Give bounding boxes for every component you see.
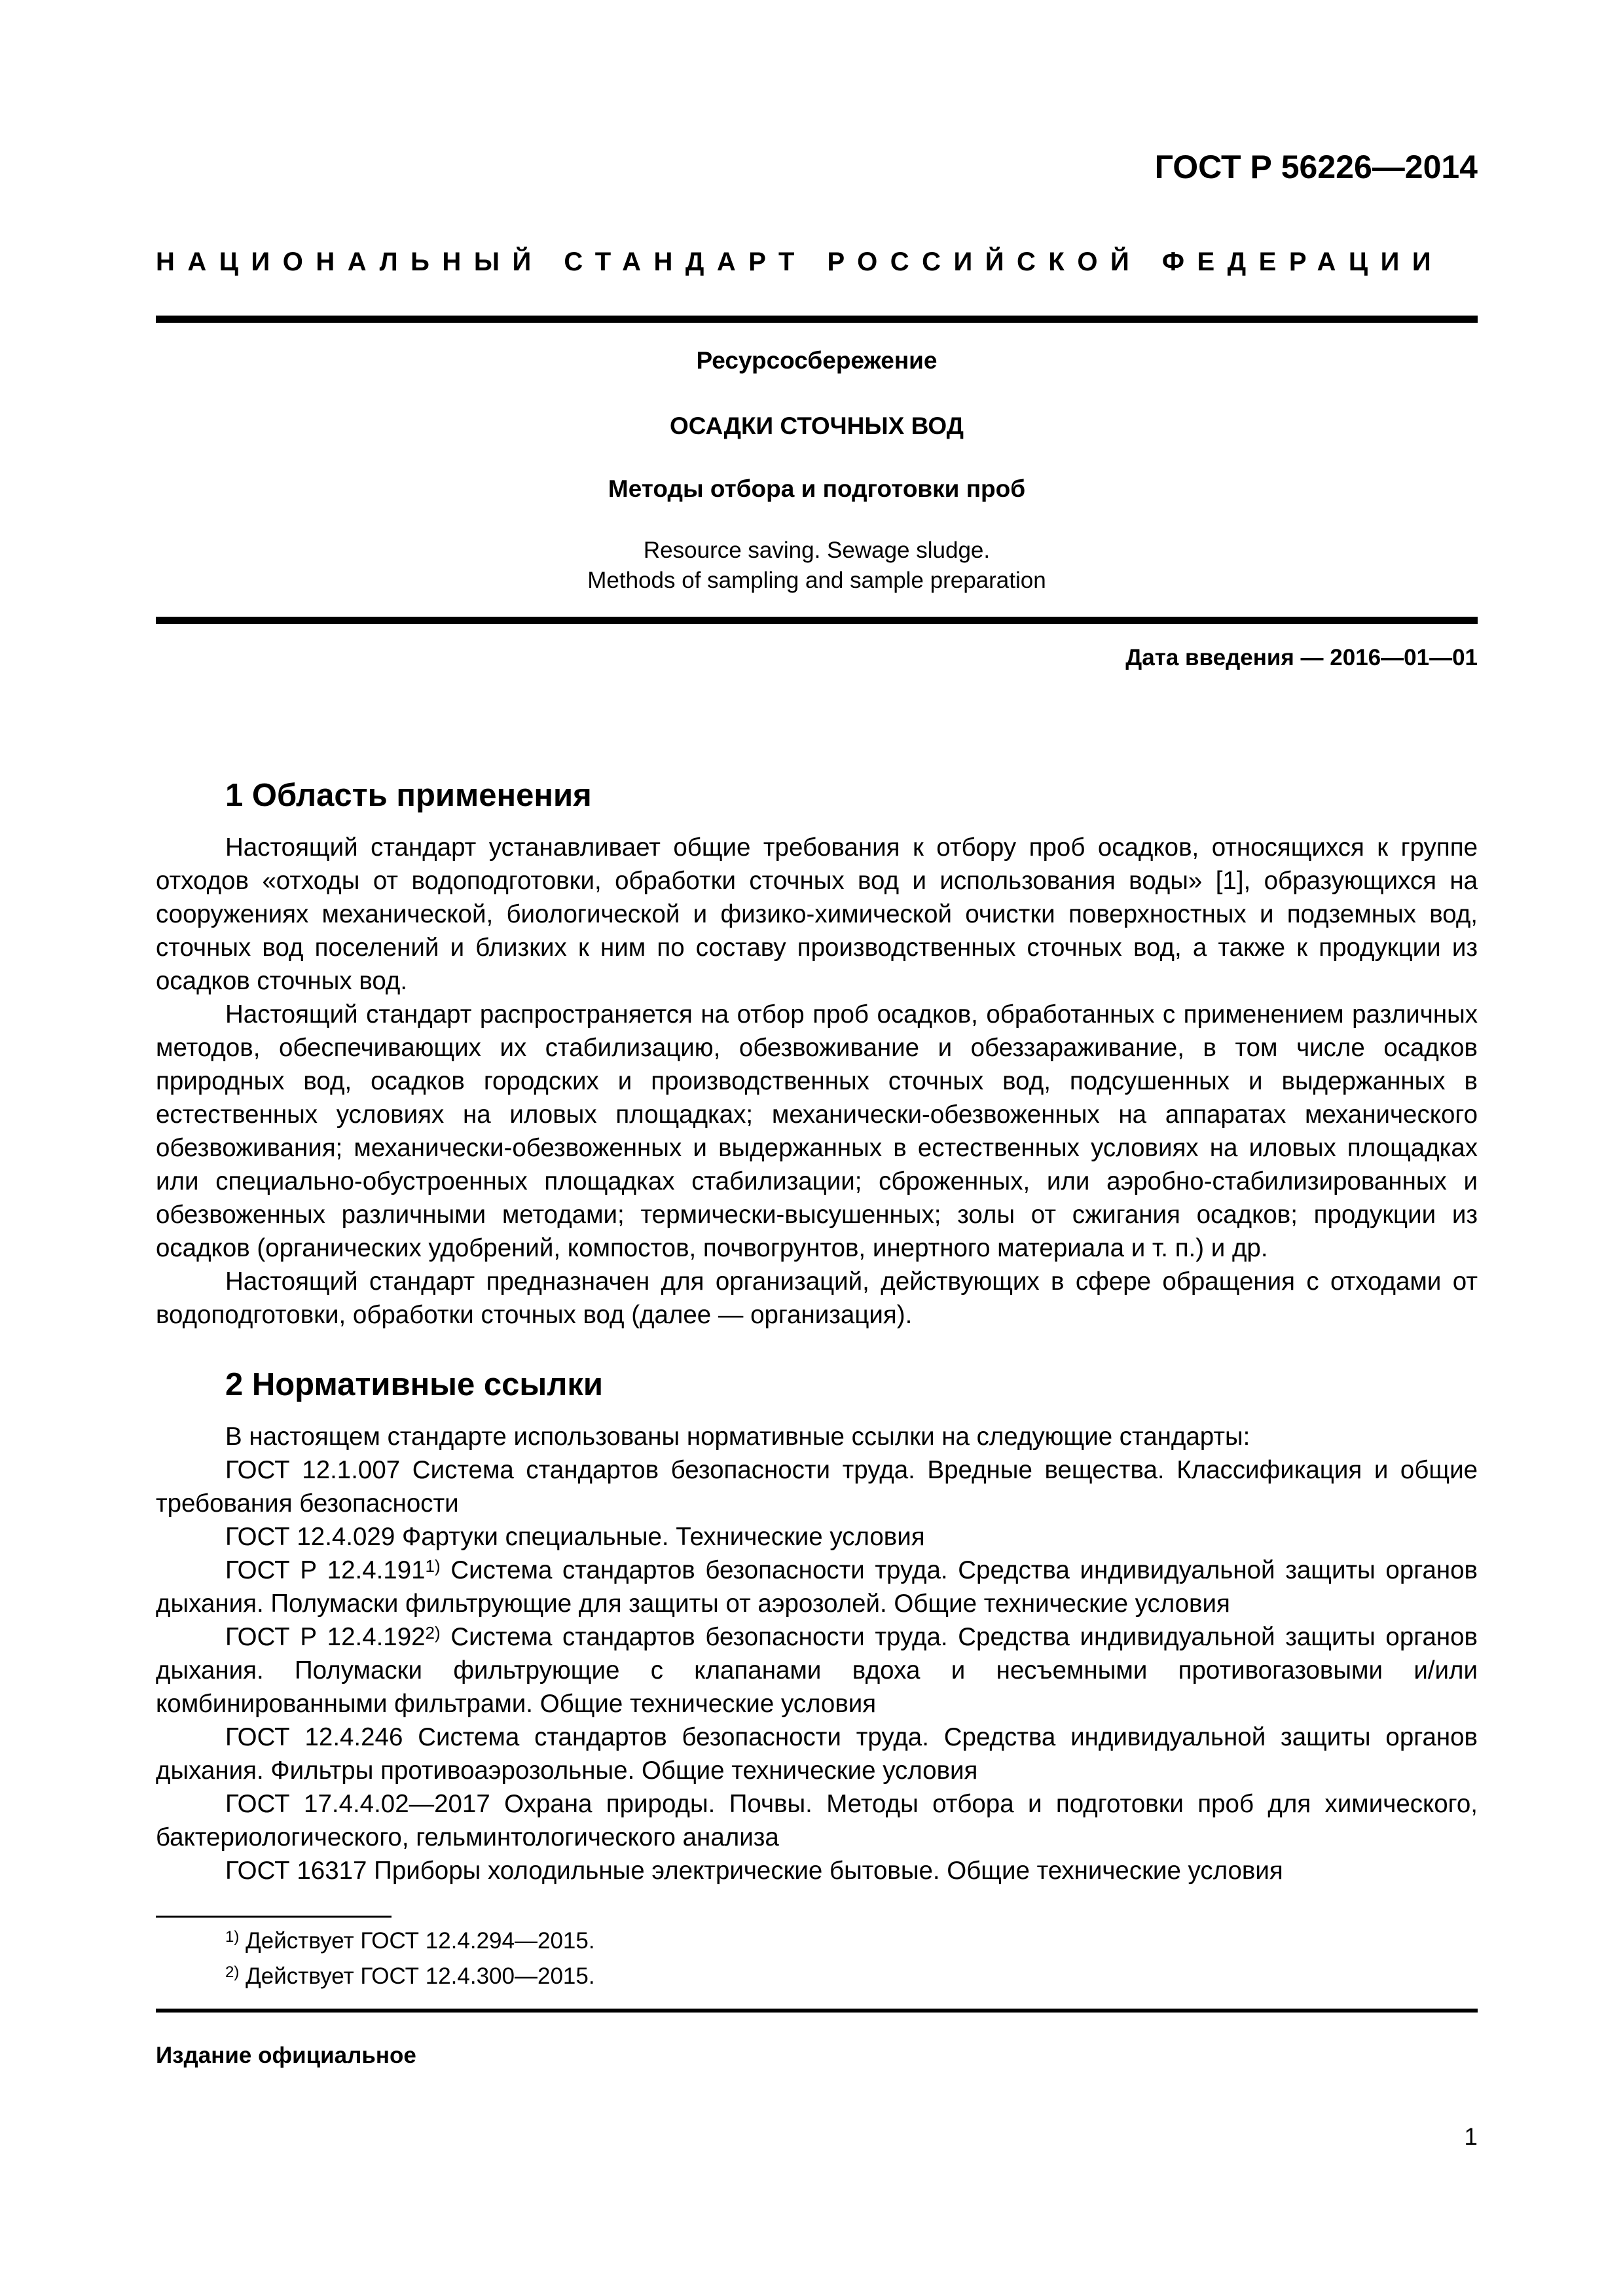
national-standard-banner: НАЦИОНАЛЬНЫЙ СТАНДАРТ РОССИЙСКОЙ ФЕДЕРАЦИИ bbox=[156, 247, 1444, 276]
reference-item bbox=[156, 1787, 1478, 1854]
reference-item bbox=[156, 1620, 1478, 1721]
footnotes bbox=[156, 1923, 1478, 1994]
section-1 bbox=[156, 776, 1478, 1332]
section-2 bbox=[156, 1365, 1478, 1887]
reference-item bbox=[156, 1854, 1478, 1887]
reference-item bbox=[156, 1453, 1478, 1520]
footnote-text: Действует ГОСТ 12.4.294—2015. bbox=[246, 1928, 595, 1954]
footnote-marker: 2) bbox=[425, 1623, 441, 1643]
section-1-paragraph: Настоящий стандарт предназначен для организаций, действующих в сфере обращения с отходами от водоподготовки, обработки сточных вод (далее — организация). bbox=[156, 1267, 1478, 1329]
official-edition-label: Издание официальное bbox=[156, 2043, 416, 2068]
section-2-intro: В настоящем стандарте использованы нормативные ссылки на следующие стандарты: bbox=[225, 1423, 1250, 1451]
reference-title: Система стандартов безопасности труда. Средства индивидуальной защиты органов дыхания. Полумаски фильтрующие для защиты от аэрозолей. Общие технические условия bbox=[156, 1556, 1478, 1618]
footnote-mark: 2) bbox=[225, 1963, 240, 1981]
title-main: ОСАДКИ СТОЧНЫХ ВОД bbox=[669, 412, 964, 439]
title-english-line2: Methods of sampling and sample preparation bbox=[587, 568, 1046, 593]
reference-title: Приборы холодильные электрические бытовые. Общие технические условия bbox=[374, 1857, 1283, 1885]
reference-item bbox=[156, 1554, 1478, 1620]
section-1-paragraph: Настоящий стандарт устанавливает общие требования к отбору проб осадков, относящихся к группе отходов «отходы от водоподготовки, обработки сточных вод и использования воды» [1], образующихся на сооружениях механической, биологической и физико-химической очистки поверхностных и подземных вод, сточных вод поселений и близких к ним по составу производственных сточных вод, а также к продукции из осадков сточных вод. bbox=[156, 833, 1478, 995]
title-english-line1: Resource saving. Sewage sludge. bbox=[643, 538, 991, 563]
reference-title: Система стандартов безопасности труда. Средства индивидуальной защиты органов дыхания. Полумаски фильтрующие с клапанами вдоха и несъемными противогазовыми и/или комбинированными фильтрами. Общие технические условия bbox=[156, 1623, 1478, 1718]
title-sub: Методы отбора и подготовки проб bbox=[608, 475, 1026, 502]
section-1-paragraph: Настоящий стандарт распространяется на отбор проб осадков, обработанных с применением различных методов, обеспечивающих их стабилизацию, обезвоживание и обеззараживание, в том числе осадков природных вод, осадков городских и производственных сточных вод, подсушенных и выдержанных в естественных условиях на иловых площадках; механически-обезвоженных на аппаратах механического обезвоживания; механически-обезвоженных и выдержанных в естественных условиях на иловых площадках или специально-обустроенных площадках стабилизации; сброженных, или аэробно-стабилизированных и обезвоженных различными методами; термически-высушенных; золы от сжигания осадков; продукции из осадков (органических удобрений, компостов, почвогрунтов, инертного материала и т. п.) и др. bbox=[156, 1000, 1478, 1262]
footer-rule bbox=[156, 2009, 1478, 2013]
footnote-separator bbox=[156, 1916, 392, 1918]
title-english bbox=[156, 536, 1478, 596]
reference-code: ГОСТ 12.4.246 bbox=[225, 1723, 403, 1751]
footnote-text: Действует ГОСТ 12.4.300—2015. bbox=[246, 1963, 595, 1989]
footnote bbox=[156, 1923, 1478, 1959]
page-number: 1 bbox=[1464, 2123, 1478, 2150]
footnote-marker: 1) bbox=[425, 1556, 441, 1576]
section-1-heading: 1 Область применения bbox=[225, 778, 592, 813]
reference-code: ГОСТ 17.4.4.02—2017 bbox=[225, 1790, 490, 1818]
header-rule-bottom bbox=[156, 617, 1478, 624]
reference-code: ГОСТ 12.1.007 bbox=[225, 1456, 401, 1484]
reference-title: Система стандартов безопасности труда. Вредные вещества. Классификация и общие требования безопасности bbox=[156, 1456, 1478, 1518]
reference-code: ГОСТ 16317 bbox=[225, 1857, 367, 1885]
header-rule-top bbox=[156, 316, 1478, 323]
section-2-heading: 2 Нормативные ссылки bbox=[225, 1367, 603, 1402]
reference-title: Фартуки специальные. Технические условия bbox=[401, 1523, 925, 1551]
reference-title: Охрана природы. Почвы. Методы отбора и подготовки проб для химического, бактериологического, гельминтологического анализа bbox=[156, 1790, 1478, 1851]
reference-item bbox=[156, 1721, 1478, 1787]
reference-code: ГОСТ Р 12.4.191 bbox=[225, 1556, 426, 1584]
footnote bbox=[156, 1959, 1478, 1994]
reference-item bbox=[156, 1520, 1478, 1554]
document-designation: ГОСТ Р 56226—2014 bbox=[1154, 149, 1478, 185]
reference-title: Система стандартов безопасности труда. Средства индивидуальной защиты органов дыхания. Фильтры противоаэрозольные. Общие технические условия bbox=[156, 1723, 1478, 1785]
introduction-date: Дата введения — 2016—01—01 bbox=[1125, 645, 1478, 670]
reference-code: ГОСТ 12.4.029 bbox=[225, 1523, 395, 1551]
footnote-mark: 1) bbox=[225, 1928, 240, 1946]
title-topic: Ресурсосбережение bbox=[696, 347, 938, 374]
reference-code: ГОСТ Р 12.4.192 bbox=[225, 1623, 426, 1651]
